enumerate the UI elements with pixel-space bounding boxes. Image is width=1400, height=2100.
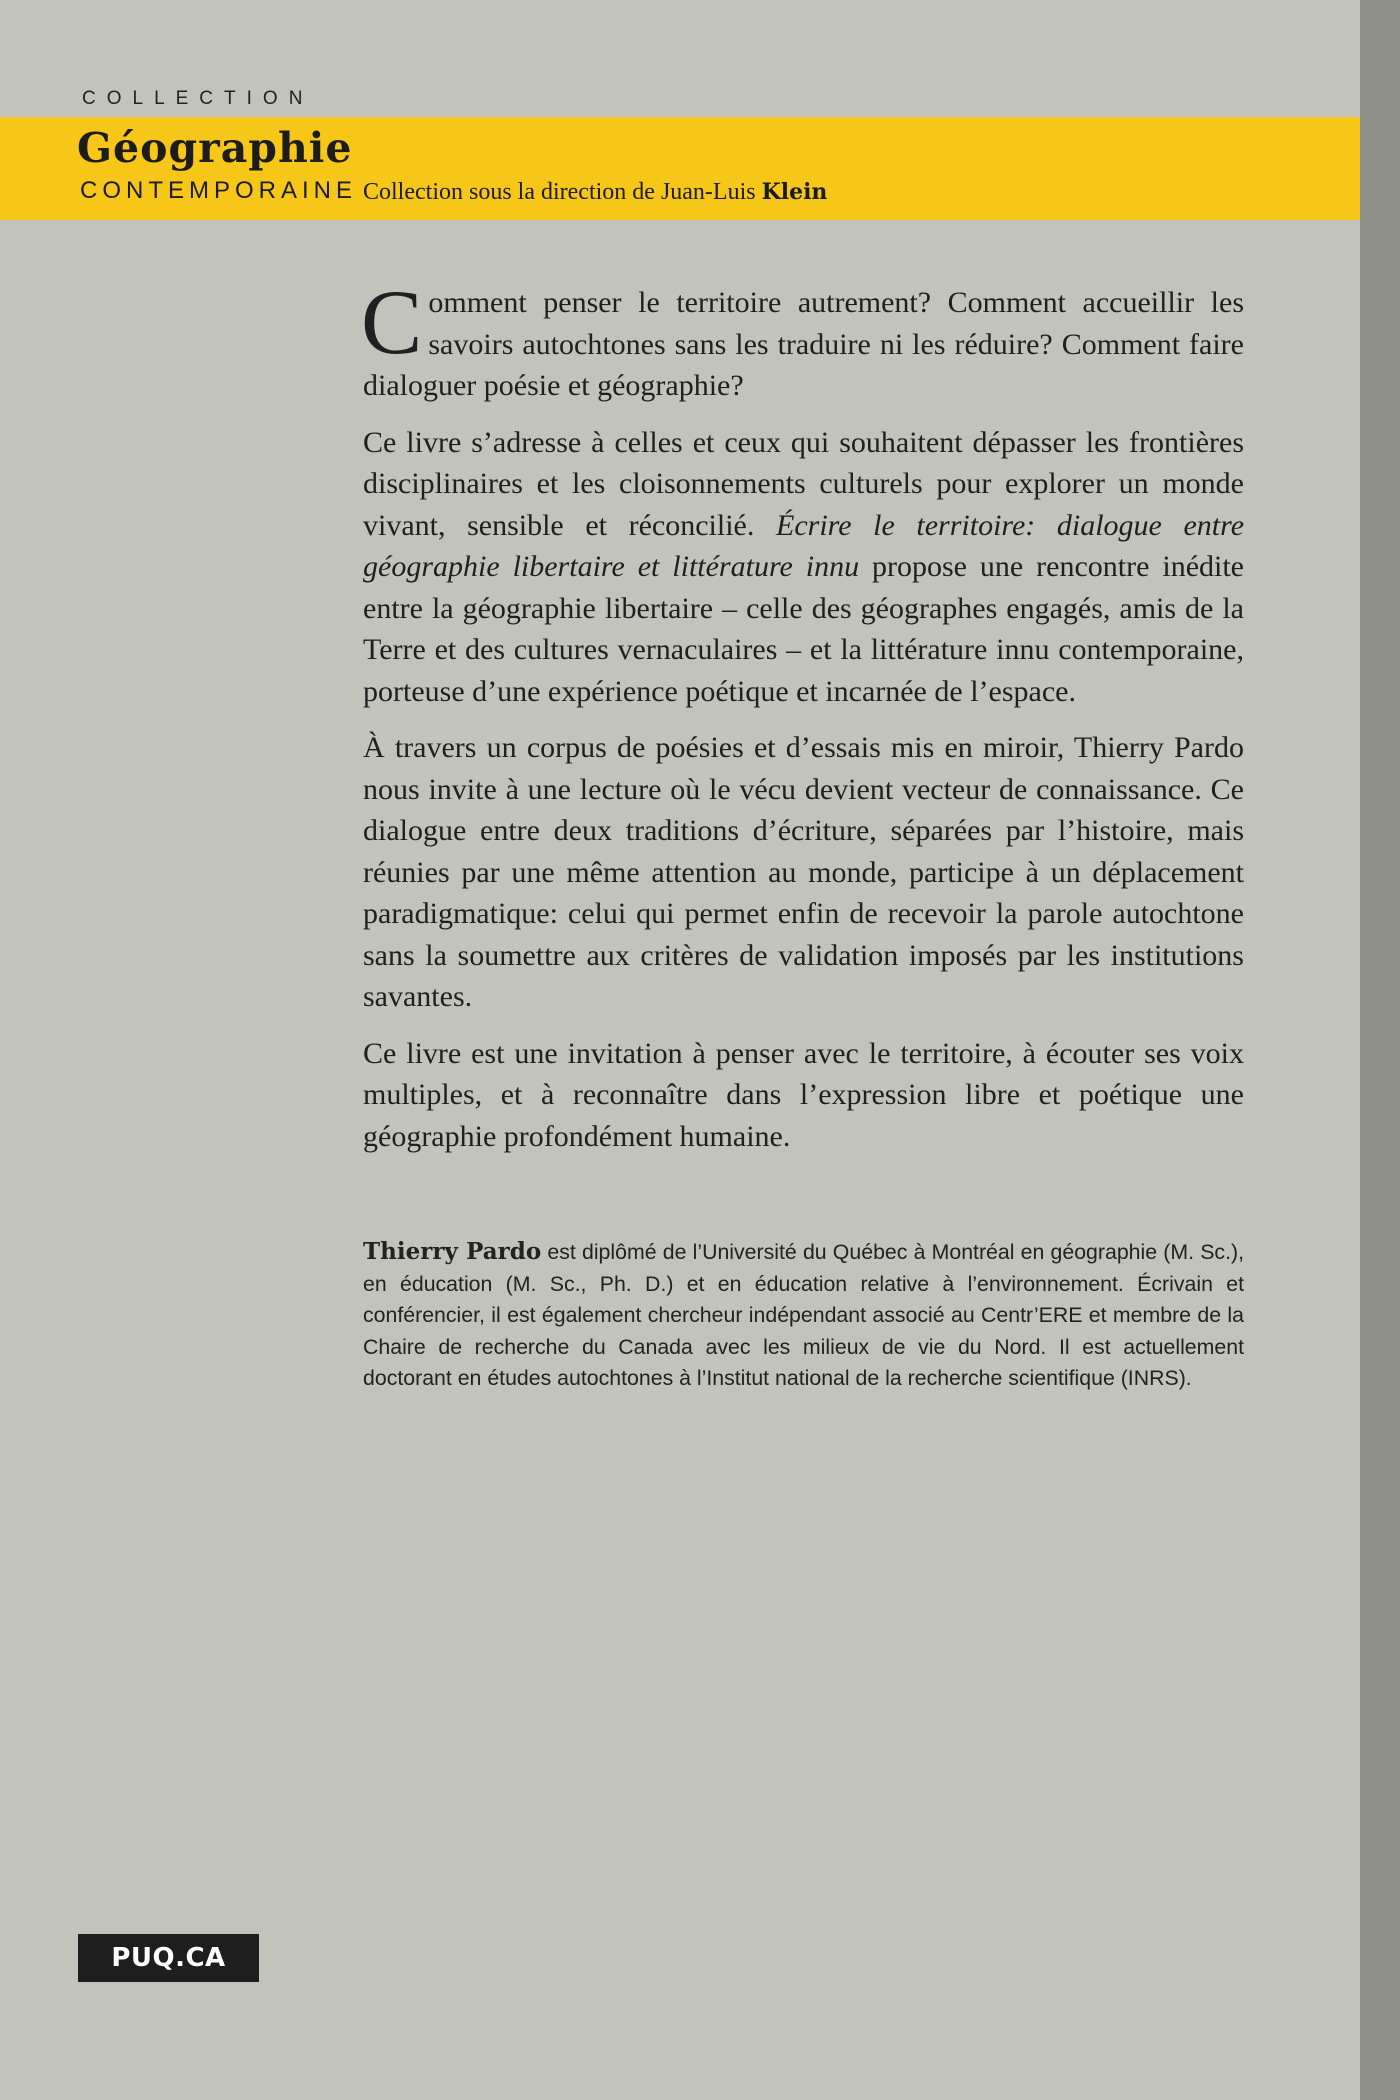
publisher-badge: PUQ.CA (78, 1934, 259, 1982)
paragraph-2 (363, 422, 1244, 713)
collection-subtitle: CONTEMPORAINE (80, 177, 358, 204)
paragraph-2-intro: Ce livre s’adresse à celles et ceux qui souhaitent dépasser les frontières disciplinaires et les cloisonnements culturels pour explorer un monde vivant, sensible et réconcilié. (363, 425, 1244, 542)
paragraph-1-text: omment penser le territoire autrement? Comment accueillir les savoirs autochtones sans les traduire ni les réduire? Comment faire dialoguer poésie et géographie? (363, 286, 1244, 402)
collection-title: Géographie (77, 124, 353, 172)
author-bio-text: est diplômé de l’Université du Québec à Montréal en géographie (M. Sc.), en éducation (M. Sc., Ph. D.) et en éducation relative à l’environnement. Écrivain et conférencier, il est également chercheur indépendant associé au Centr’ERE et membre de la Chaire de recherche du Canada avec les milieux de vie du Nord. Il est actuellement doctorant en études autochtones à l’Institut national de la recherche scientifique (INRS). (363, 1240, 1244, 1390)
director-prefix: Collection sous la direction de Juan-Luis (363, 179, 762, 205)
author-bio (363, 1236, 1244, 1395)
collection-label: COLLECTION (82, 88, 314, 109)
paragraph-3: À travers un corpus de poésies et d’essais mis en miroir, Thierry Pardo nous invite à une lecture où le vécu devient vecteur de connaissance. Ce dialogue entre deux traditions d’écriture, séparées par l’histoire, mais réunies par une même attention au monde, participe à un déplacement paradigmatique: celui qui permet enfin de recevoir la parole autochtone sans la soumettre aux critères de validation imposés par les institutions savantes. (363, 731, 1244, 1013)
paragraph-2-rest: propose une rencontre inédite entre la géographie libertaire – celle des géographes engagés, amis de la Terre et des cultures vernaculaires – et la littérature innu contemporaine, porteuse d’une expérience poétique et incarnée de l’espace. (363, 550, 1244, 708)
director-name: Klein (761, 179, 828, 205)
book-title: Écrire le territoire: dialogue entre géographie libertaire et littérature innu (363, 508, 1245, 583)
author-name: Thierry Pardo (363, 1238, 542, 1265)
paragraph-4: Ce livre est une invitation à penser avec le territoire, à écouter ses voix multiples, et à reconnaître dans l’expression libre et poétique une géographie profondément humaine. (363, 1036, 1244, 1153)
spine-strip (1360, 0, 1400, 2100)
drop-cap: C (361, 271, 423, 373)
collection-banner (0, 117, 1360, 220)
back-cover-text (361, 271, 1245, 1172)
paragraph-1 (361, 271, 1244, 407)
collection-director (363, 180, 827, 204)
